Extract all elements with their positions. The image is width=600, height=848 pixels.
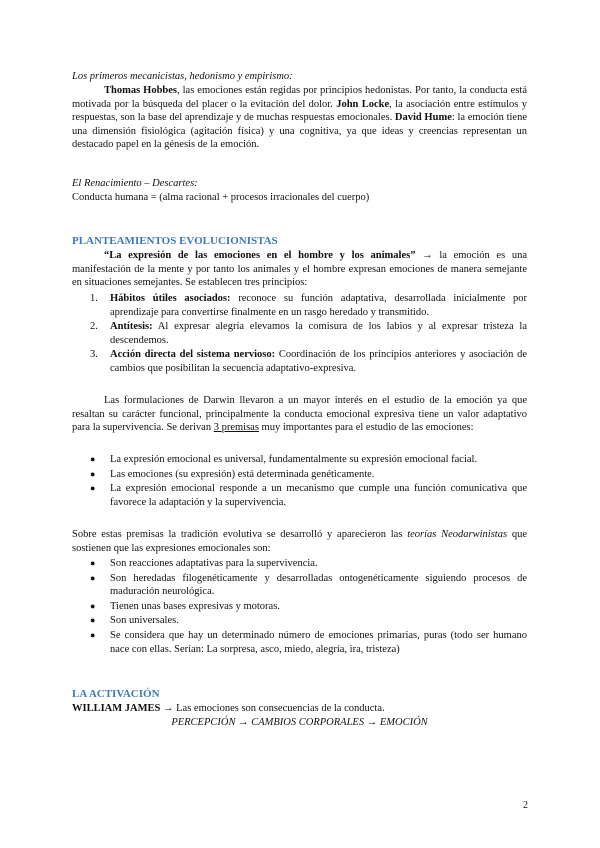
list-item: ● Son universales. — [90, 615, 179, 627]
list-item: 1. Hábitos útiles asociados: reconoce su función adaptativa, desarrollada inicialmente por aprendizaje para convertirse finalmente en un rasgo heredado y transmitido. — [90, 293, 528, 318]
list-item: 2. Antítesis: Al expresar alegría elevamos la comisura de los labios y al expresar tristeza la descendemos. — [90, 321, 527, 346]
list-item: ● Son reacciones adaptativas para la supervivencia. — [90, 558, 318, 569]
james-formula: PERCEPCIÓN → CAMBIOS CORPORALES → EMOCIÓN — [171, 717, 428, 728]
list-item: ● Tienen unas bases expresivas y motoras. — [90, 600, 280, 612]
bullet-icon: ● — [90, 572, 96, 583]
paragraph-mecanicistas: Thomas Hobbes, las emociones están regidas por principios hedonistas. Por tanto, la conducta está motivada por la búsqueda del placer o la evitación del dolor. John Locke, la asociación entre estímulos y respuestas, son la base del aprendizaje y de muchas respuestas emocionales. David Hume: la emoción tiene una dimensión fisiológica (agitación física) y una cognitiva, ya que ideas y creencias representan un destacado papel en la génesis de la emoción. — [72, 85, 528, 151]
neodarwinist-list — [72, 557, 527, 657]
list-item: ● Son heredadas filogenéticamente y desarrolladas ontogenéticamente siguiendo procesos de maduración neurológica. — [90, 572, 527, 598]
paragraph-darwin-premisas: Las formulaciones de Darwin llevaron a un mayor interés en el estudio de la emoción ya que resaltan su carácter funcional, principalmente la conducta emocional expresiva tiene un valor adaptativo para la supervivencia. Se derivan 3 premisas muy importantes para el estudio de las emociones: — [72, 395, 527, 434]
section-heading-renacimiento: El Renacimiento – Descartes: — [72, 178, 198, 189]
section-heading-mecanicistas: Los primeros mecanicistas, hedonismo y empirismo: — [72, 71, 293, 82]
bullet-icon: ● — [90, 629, 96, 640]
bullet-icon: ● — [90, 558, 96, 568]
section-title-evolucionistas: PLANTEAMIENTOS EVOLUCIONISTAS — [72, 235, 278, 247]
paragraph-neodarwinistas: Sobre estas premisas la tradición evolutiva se desarrolló y aparecieron las teorías Neodarwinistas que sostienen que las expresiones emocionales son: — [72, 529, 527, 554]
list-item: ● La expresión emocional responde a un mecanismo que cumple una función comunicativa que favorece la adaptación y la supervivencia. — [90, 483, 527, 508]
descartes-formula: Conducta humana = (alma racional + procesos irracionales del cuerpo) — [72, 192, 370, 203]
page-number: 2 — [523, 800, 528, 811]
name-locke: John Locke — [336, 98, 390, 110]
premisas-underlined: 3 premisas — [213, 422, 259, 434]
section-title-activacion: LA ACTIVACIÓN — [72, 688, 160, 700]
name-hobbes: Thomas Hobbes — [104, 85, 178, 96]
list-item: ● Se considera que hay un determinado número de emociones primarias, puras (todo ser humano nace con ellas. Serían: La sorpresa, asco, miedo, alegría, ira, tristeza) — [90, 629, 527, 655]
name-hume: David Hume — [394, 112, 452, 124]
paragraph-darwin-intro: “La expresión de las emociones en el hombre y los animales” → la emoción es una manifestación de la mente y por tanto los animales y el hombre expresan emociones de manera semejante en situaciones semejantes. Se establecen tres principios: — [72, 250, 528, 289]
james-line: WILLIAM JAMES → Las emociones son consecuencias de la conducta. — [72, 703, 385, 714]
bullet-icon: ● — [90, 483, 96, 494]
name-william-james: WILLIAM JAMES — [72, 703, 161, 714]
bullet-icon: ● — [90, 615, 96, 626]
principles-list — [72, 292, 527, 377]
book-title: “La expresión de las emociones en el hombre y los animales” — [104, 250, 416, 261]
bullet-icon: ● — [90, 600, 96, 611]
list-item: ● Las emociones (su expresión) está determinada genéticamente. — [90, 468, 375, 480]
bullet-icon: ● — [90, 454, 96, 464]
list-item: 3. Acción directa del sistema nervioso: Coordinación de los principios anteriores y asociación de cambios que posibilitan la secuencia adaptativo-expresiva. — [90, 349, 527, 374]
premises-list — [72, 453, 527, 510]
bullet-icon: ● — [90, 468, 96, 479]
list-item: ● La expresión emocional es universal, fundamentalmente su expresión emocional facial. — [90, 454, 478, 465]
